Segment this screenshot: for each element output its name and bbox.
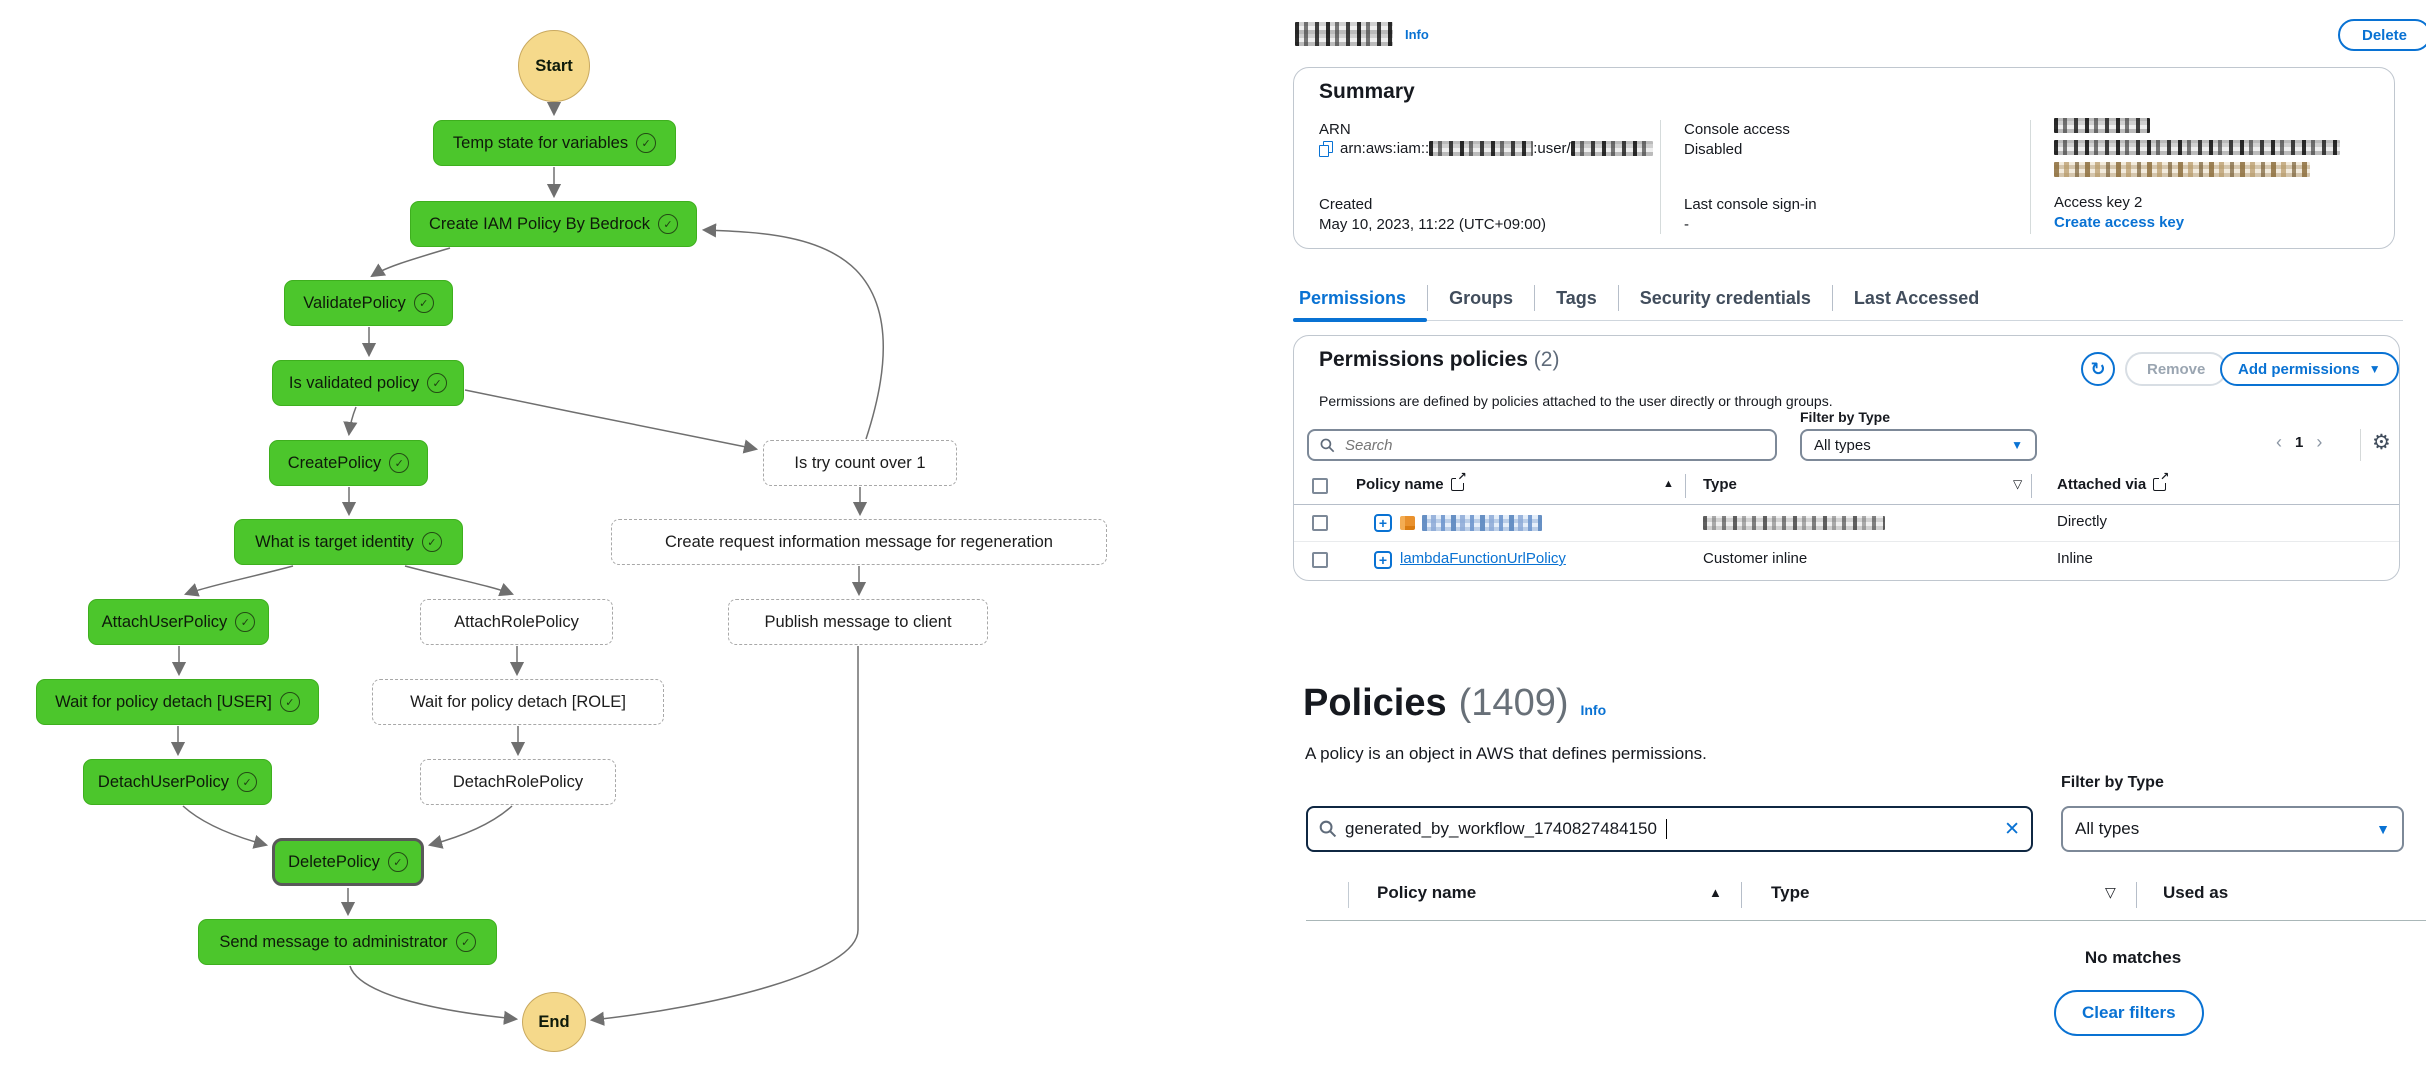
access-key-line1-redacted	[2054, 118, 2150, 133]
page-number[interactable]: 1	[2295, 434, 2304, 451]
row-checkbox[interactable]	[1312, 552, 1328, 568]
last-signin-value: -	[1684, 216, 1689, 233]
node-label: Is try count over 1	[794, 453, 926, 472]
console-access-label: Console access	[1684, 121, 1790, 138]
node-start[interactable]	[518, 30, 590, 102]
clear-filters-button[interactable]: Clear filters	[2054, 990, 2204, 1036]
success-check-icon: ✓	[422, 532, 442, 552]
user-info-link[interactable]: Info	[1405, 27, 1429, 42]
node-label: End	[538, 1012, 570, 1031]
text-cursor	[1666, 819, 1667, 839]
tab-last-accessed[interactable]: Last Accessed	[1853, 287, 1980, 308]
node-label: CreatePolicy	[287, 453, 382, 472]
node-label: Create IAM Policy By Bedrock	[429, 214, 650, 233]
node-label: DeletePolicy	[288, 852, 380, 871]
policy-row-managed	[1294, 505, 2399, 541]
node-is-try-count-over-1[interactable]	[763, 440, 957, 486]
success-check-icon: ✓	[414, 293, 434, 313]
search-icon	[1320, 438, 1335, 453]
node-label: Publish message to client	[764, 612, 952, 631]
node-what-is-target-identity[interactable]	[234, 519, 463, 565]
policies-info-link[interactable]: Info	[1580, 702, 1607, 718]
add-permissions-button[interactable]: Add permissions ▼	[2220, 352, 2399, 386]
summary-divider-1	[1660, 120, 1661, 234]
policies-filter-label: Filter by Type	[2061, 774, 2164, 791]
pagination-divider	[2360, 429, 2361, 461]
node-label: Temp state for variables	[452, 133, 629, 152]
summary-title: Summary	[1319, 80, 1415, 103]
filter-column-icon[interactable]: ▽	[2013, 477, 2023, 491]
permissions-search-input[interactable]	[1343, 436, 1764, 455]
no-matches-text: No matches	[2084, 948, 2182, 967]
tab-permissions[interactable]: Permissions	[1293, 276, 1427, 320]
attached-via-value: Directly	[2057, 513, 2108, 530]
policy-type-redacted	[1703, 516, 1885, 530]
node-publish-message-client[interactable]	[728, 599, 988, 645]
summary-card	[1293, 67, 2395, 249]
next-page-icon[interactable]: ›	[2316, 432, 2323, 452]
policy-name-redacted[interactable]	[1422, 515, 1542, 531]
node-detach-role-policy[interactable]	[420, 759, 616, 805]
column-policy-name: Policy name ↗	[1356, 471, 1467, 493]
node-validate-policy[interactable]	[284, 280, 453, 326]
expand-row-icon[interactable]: +	[1374, 514, 1392, 532]
node-label: Create request information message for regeneration	[665, 532, 1053, 551]
remove-button[interactable]: Remove	[2125, 352, 2227, 386]
arn-middle: :user/	[1533, 140, 1571, 157]
node-temp-state[interactable]	[433, 120, 676, 166]
node-label: Wait for policy detach [USER]	[55, 692, 272, 711]
arn-label: ARN	[1319, 121, 1351, 138]
node-end[interactable]	[522, 992, 586, 1052]
user-tabs	[1293, 276, 2403, 321]
success-check-icon: ✓	[280, 692, 300, 712]
success-check-icon: ✓	[388, 852, 408, 872]
arn-prefix: arn:aws:iam::	[1340, 140, 1430, 157]
summary-divider-2	[2030, 120, 2031, 234]
row-checkbox[interactable]	[1312, 515, 1328, 531]
column-attached-via: Attached via ↗	[2057, 471, 2170, 493]
node-attach-user-policy[interactable]	[88, 599, 269, 645]
policies-table-header	[1293, 878, 2426, 912]
success-check-icon: ✓	[636, 133, 656, 153]
node-label: AttachRolePolicy	[454, 612, 579, 631]
column-type: Type	[1703, 476, 1737, 493]
table-settings-gear-icon[interactable]: ⚙	[2372, 431, 2391, 454]
node-create-policy[interactable]	[269, 440, 428, 486]
node-label: DetachRolePolicy	[452, 772, 584, 791]
node-is-validated-policy[interactable]	[272, 360, 464, 406]
policies-search-value: generated_by_workflow_1740827484150	[1345, 819, 1657, 838]
managed-policy-icon	[1400, 516, 1415, 530]
node-detach-user-policy[interactable]	[83, 759, 272, 805]
attached-via-value: Inline	[2057, 550, 2093, 567]
success-check-icon: ✓	[427, 373, 447, 393]
refresh-button[interactable]	[2081, 352, 2115, 386]
external-link-icon: ↗	[1451, 478, 1464, 491]
node-label: Send message to administrator	[219, 932, 448, 951]
success-check-icon: ✓	[235, 612, 255, 632]
arn-user-redacted	[1571, 141, 1653, 156]
permissions-description: Permissions are defined by policies attached to the user directly or through groups.	[1319, 393, 1833, 409]
policies-heading	[1303, 682, 1606, 725]
arn-value-row	[1319, 140, 1653, 157]
console-access-value: Disabled	[1684, 141, 1743, 158]
permissions-table-header	[1294, 471, 2399, 504]
sort-ascending-icon[interactable]: ▲	[1709, 885, 1722, 900]
column-type: Type	[1771, 883, 1810, 902]
user-name-redacted	[1295, 22, 1393, 46]
external-link-icon: ↗	[2153, 478, 2166, 491]
node-create-iam-policy[interactable]	[410, 201, 697, 247]
refresh-icon: ↻	[2090, 359, 2106, 379]
prev-page-icon[interactable]: ‹	[2276, 432, 2282, 452]
node-create-request-information[interactable]	[611, 519, 1107, 565]
node-wait-policy-detach-user[interactable]	[36, 679, 319, 725]
policy-type-value: Customer inline	[1703, 550, 1808, 567]
chevron-down-icon: ▼	[2011, 438, 2023, 452]
policy-name-link[interactable]: lambdaFunctionUrlPolicy	[1400, 550, 1566, 567]
permissions-search[interactable]	[1307, 429, 1777, 461]
tab-groups[interactable]: Groups	[1449, 287, 1514, 308]
policies-count: (1409)	[1458, 682, 1569, 724]
policies-type-filter[interactable]: All types ▼	[2061, 806, 2404, 852]
clear-search-icon[interactable]: ✕	[2004, 818, 2020, 840]
node-label: What is target identity	[255, 532, 414, 551]
success-check-icon: ✓	[237, 772, 257, 792]
tab-tags[interactable]: Tags	[1556, 287, 1597, 308]
tab-security-credentials[interactable]: Security credentials	[1639, 287, 1811, 308]
expand-row-icon[interactable]: +	[1374, 551, 1392, 569]
column-used-as: Used as	[2163, 883, 2229, 902]
search-icon	[1319, 820, 1337, 838]
node-label: Start	[535, 56, 573, 75]
last-signin-label: Last console sign-in	[1684, 196, 1817, 213]
node-attach-role-policy[interactable]	[420, 599, 613, 645]
iam-user-panel	[1293, 0, 2426, 1066]
chevron-down-icon: ▼	[2368, 362, 2381, 376]
sort-ascending-icon[interactable]: ▲	[1663, 478, 1674, 490]
column-policy-name: Policy name	[1377, 883, 1477, 902]
success-check-icon: ✓	[389, 453, 409, 473]
select-all-checkbox[interactable]	[1312, 478, 1328, 494]
access-key-2-label: Access key 2	[2054, 194, 2143, 211]
access-key-line2-redacted	[2054, 140, 2340, 155]
arn-account-redacted	[1429, 141, 1533, 156]
filter-by-type-label: Filter by Type	[1800, 409, 1890, 425]
node-delete-policy[interactable]	[272, 838, 424, 886]
copy-arn-icon[interactable]	[1319, 141, 1333, 157]
policies-description: A policy is an object in AWS that defines permissions.	[1305, 744, 1707, 763]
created-value: May 10, 2023, 11:22 (UTC+09:00)	[1319, 216, 1546, 233]
permissions-count: (2)	[1533, 348, 1560, 371]
chevron-down-icon: ▼	[2376, 821, 2390, 837]
workflow-diagram	[0, 0, 1200, 1066]
node-label: ValidatePolicy	[303, 293, 406, 312]
filter-column-icon[interactable]: ▽	[2105, 884, 2116, 900]
permissions-policies-card	[1293, 335, 2400, 581]
delete-user-button[interactable]: Delete	[2338, 19, 2426, 51]
access-key-line3-redacted	[2054, 162, 2310, 177]
policies-title: Policies	[1303, 682, 1447, 724]
node-label: Is validated policy	[288, 373, 420, 392]
success-check-icon: ✓	[456, 932, 476, 952]
node-label: Wait for policy detach [ROLE]	[410, 692, 626, 711]
created-label: Created	[1319, 196, 1373, 213]
create-access-key-link[interactable]: Create access key	[2054, 214, 2185, 231]
policies-table-divider	[1306, 920, 2426, 921]
policy-row-inline	[1294, 542, 2399, 578]
pagination	[2276, 432, 2322, 453]
permissions-type-filter[interactable]: All types ▼	[1800, 429, 2037, 461]
policies-search[interactable]	[1306, 806, 2033, 852]
permissions-policies-title: Permissions policies (2)	[1319, 348, 1560, 371]
success-check-icon: ✓	[658, 214, 678, 234]
node-send-message-administrator[interactable]	[198, 919, 497, 965]
node-label: DetachUserPolicy	[97, 772, 230, 791]
node-wait-policy-detach-role[interactable]	[372, 679, 664, 725]
node-label: AttachUserPolicy	[101, 612, 228, 631]
